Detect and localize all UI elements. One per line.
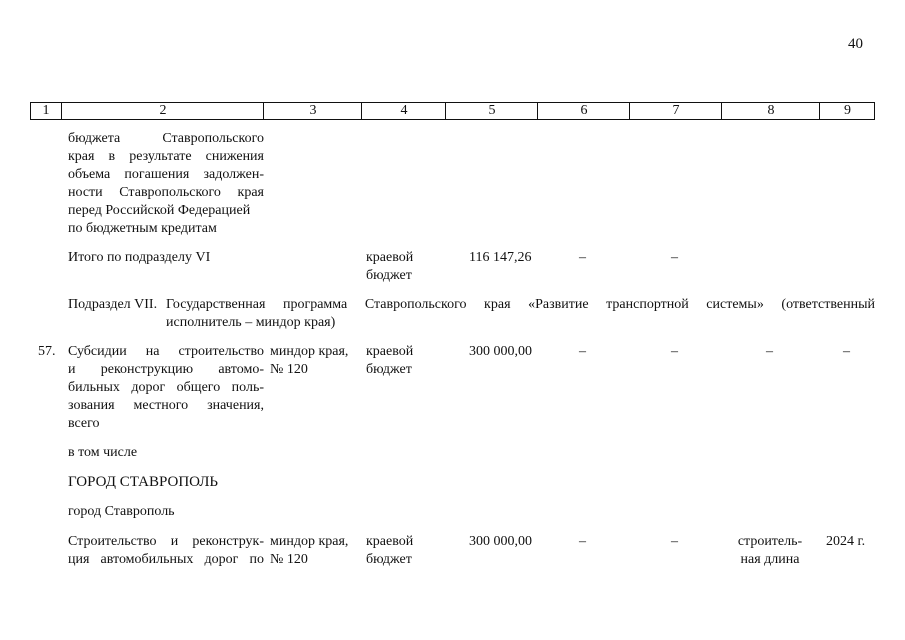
row-number: 57. — [38, 344, 56, 359]
executor-line-2: № 120 — [270, 552, 308, 567]
column-header-7: 7 — [629, 103, 722, 119]
col6-value: – — [579, 344, 586, 359]
text-line: зования местного значения, — [68, 398, 264, 413]
city-subheading: город Ставрополь — [68, 504, 175, 519]
col7-value: – — [671, 534, 678, 549]
text-line: края в результате снижения — [68, 149, 264, 164]
column-header-9: 9 — [819, 103, 875, 119]
page-number: 40 — [848, 36, 863, 52]
executor-line-2: № 120 — [270, 362, 308, 377]
col6-value: – — [579, 534, 586, 549]
column-header-row — [30, 102, 875, 120]
subtotal-amount: 116 147,26 — [469, 250, 532, 265]
text-line: всего — [68, 416, 100, 431]
text-line: и реконструкцию автомо- — [68, 362, 264, 377]
city-heading: ГОРОД СТАВРОПОЛЬ — [68, 474, 219, 490]
including-label: в том числе — [68, 445, 138, 460]
text-line: по бюджетным кредитам — [68, 221, 217, 236]
subtotal-label: Итого по подразделу VI — [68, 250, 211, 265]
amount: 300 000,00 — [469, 534, 532, 549]
source-line-1: краевой — [366, 344, 414, 359]
col8-line-1: строитель- — [737, 534, 803, 549]
col8-value: – — [766, 344, 773, 359]
executor-line-1: миндор края, — [270, 344, 349, 359]
text-line: объема погашения задолжен- — [68, 167, 264, 182]
executor-line-1: миндор края, — [270, 534, 349, 549]
col9-value: 2024 г. — [826, 534, 866, 549]
text-line: ности Ставропольского края — [68, 185, 264, 200]
source-line-1: краевой — [366, 534, 414, 549]
subtotal-col7: – — [671, 250, 678, 265]
text-line: Субсидии на строительство — [68, 344, 264, 359]
column-header-3: 3 — [263, 103, 362, 119]
col7-value: – — [671, 344, 678, 359]
column-header-1: 1 — [42, 103, 50, 118]
subsection-title-line-2: исполнитель – миндор края) — [166, 315, 336, 330]
column-header-5: 5 — [445, 103, 538, 119]
col8-line-2: ная длина — [740, 552, 800, 567]
subtotal-source-line-2: бюджет — [366, 268, 412, 283]
source-line-2: бюджет — [366, 552, 412, 567]
text-line: бильных дорог общего поль- — [68, 380, 264, 395]
subsection-prefix: Подраздел VII. — [68, 297, 158, 312]
column-header-6: 6 — [537, 103, 630, 119]
column-header-4: 4 — [361, 103, 446, 119]
source-line-2: бюджет — [366, 362, 412, 377]
amount: 300 000,00 — [469, 344, 532, 359]
column-header-8: 8 — [721, 103, 820, 119]
subtotal-col6: – — [579, 250, 586, 265]
text-line: бюджета Ставропольского — [68, 131, 264, 146]
text-line: перед Российской Федерацией — [68, 203, 251, 218]
subtotal-source-line-1: краевой — [366, 250, 414, 265]
col9-value: – — [843, 344, 850, 359]
text-line: Строительство и реконструк- — [68, 534, 264, 549]
column-header-2: 2 — [61, 103, 264, 119]
text-line: ция автомобильных дорог по — [68, 552, 264, 567]
subsection-title-line-1: Государственная программа Ставропольского края «Развитие транспортной системы» (ответственный — [166, 297, 875, 312]
